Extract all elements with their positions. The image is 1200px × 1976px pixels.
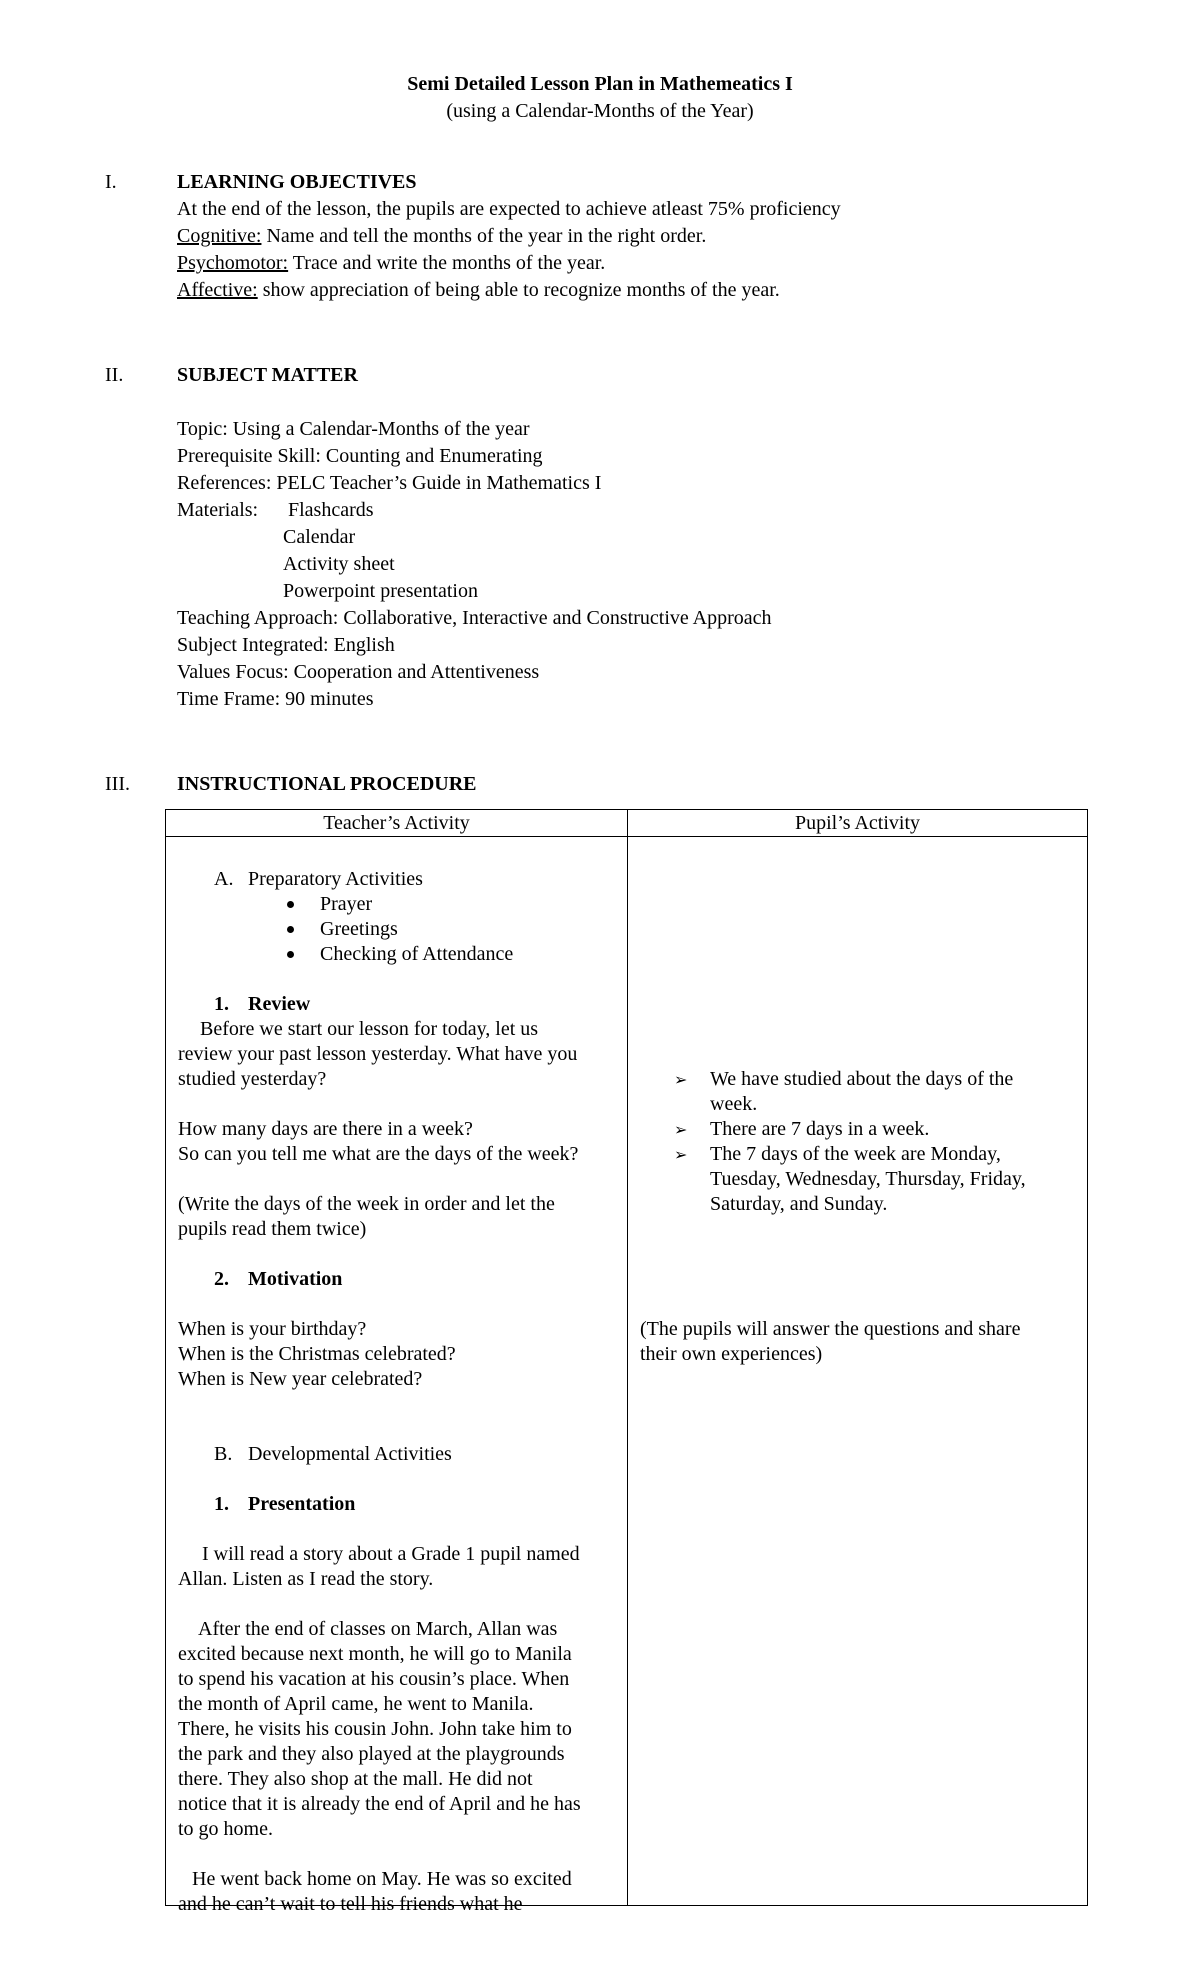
story-line: There, he visits his cousin John. John take him to	[178, 1718, 572, 1740]
review-question: So can you tell me what are the days of the week?	[178, 1143, 579, 1165]
subject-topic: Topic: Using a Calendar-Months of the year	[177, 418, 530, 440]
subject-materials-label: Materials:	[177, 499, 259, 521]
story-line: He went back home on May. He was so excited	[192, 1868, 572, 1890]
section-b-label: B.	[214, 1443, 233, 1465]
pupil-answer: week.	[710, 1093, 758, 1115]
story-line: excited because next month, he will go to Manila	[178, 1643, 572, 1665]
motivation-title: Motivation	[248, 1268, 343, 1290]
pupil-answer: Tuesday, Wednesday, Thursday, Friday,	[710, 1168, 1026, 1190]
material-item: Flashcards	[288, 499, 374, 521]
motivation-number: 2.	[214, 1268, 229, 1290]
story-line: and he can’t wait to tell his friends what he	[178, 1893, 523, 1915]
subject-references: References: PELC Teacher’s Guide in Mathematics I	[177, 472, 602, 494]
subject-integrated: Subject Integrated: English	[177, 634, 395, 656]
objective-label: Psychomotor:	[177, 252, 289, 274]
section-a-title: Preparatory Activities	[248, 868, 423, 890]
page-title: Semi Detailed Lesson Plan in Mathemeatics I	[407, 73, 793, 95]
bullet-item: Checking of Attendance	[320, 943, 514, 965]
review-line: review your past lesson yesterday. What have you	[178, 1043, 578, 1065]
objective-text: show appreciation of being able to recognize months of the year.	[257, 279, 780, 301]
objective-affective	[177, 277, 780, 303]
review-line: studied yesterday?	[178, 1068, 327, 1090]
presentation-line: I will read a story about a Grade 1 pupil named	[202, 1543, 580, 1565]
bullet-item: Greetings	[320, 918, 398, 940]
arrow-bullet-icon: ➢	[674, 1070, 688, 1089]
subject-approach: Teaching Approach: Collaborative, Interactive and Constructive Approach	[177, 607, 772, 629]
procedure-table	[165, 809, 1088, 1915]
story-line: the park and they also played at the playgrounds	[178, 1743, 565, 1765]
presentation-number: 1.	[214, 1493, 229, 1515]
subject-values: Values Focus: Cooperation and Attentiveness	[177, 661, 540, 683]
story-line: to go home.	[178, 1818, 273, 1840]
subject-prereq: Prerequisite Skill: Counting and Enumerating	[177, 445, 543, 467]
pupil-answer: We have studied about the days of the	[710, 1068, 1014, 1090]
presentation-title: Presentation	[248, 1493, 356, 1515]
objective-label: Affective:	[177, 279, 258, 301]
arrow-bullet-icon: ➢	[674, 1145, 688, 1164]
bullet-item: Prayer	[320, 893, 373, 915]
subject-numeral: II.	[105, 364, 124, 386]
pupil-activity-cell	[628, 837, 1088, 1906]
subject-heading: SUBJECT MATTER	[177, 364, 358, 386]
arrow-bullet-icon: ➢	[674, 1120, 688, 1139]
story-line: notice that it is already the end of April and he has	[178, 1793, 581, 1815]
review-line: Before we start our lesson for today, let us	[200, 1018, 539, 1040]
objectives-intro: At the end of the lesson, the pupils are expected to achieve atleast 75% proficiency	[177, 198, 841, 220]
teacher-column-header: Teacher’s Activity	[166, 810, 628, 837]
pupil-answer: The 7 days of the week are Monday,	[710, 1143, 1001, 1165]
subject-time: Time Frame: 90 minutes	[177, 688, 374, 710]
procedure-numeral: III.	[105, 773, 130, 795]
objective-text: Trace and write the months of the year.	[288, 252, 606, 274]
objectives-heading: LEARNING OBJECTIVES	[177, 171, 417, 193]
objective-cognitive	[177, 223, 706, 249]
review-title: Review	[248, 993, 311, 1015]
motivation-question: When is New year celebrated?	[178, 1368, 423, 1390]
pupil-motivation: (The pupils will answer the questions and share	[640, 1318, 1021, 1340]
objective-psychomotor	[177, 250, 605, 276]
pupil-answer: There are 7 days in a week.	[710, 1118, 930, 1140]
review-note: pupils read them twice)	[178, 1218, 367, 1240]
section-a-label: A.	[214, 868, 234, 890]
pupil-column-header: Pupil’s Activity	[628, 810, 1088, 837]
teacher-activity-cell	[166, 837, 628, 1915]
objective-text: Name and tell the months of the year in the right order.	[261, 225, 707, 247]
pupil-answer: Saturday, and Sunday.	[710, 1193, 888, 1215]
pupil-motivation: their own experiences)	[640, 1343, 823, 1365]
story-line: to spend his vacation at his cousin’s place. When	[178, 1668, 570, 1690]
review-note: (Write the days of the week in order and let the	[178, 1193, 555, 1215]
bullet-icon	[287, 926, 294, 933]
procedure-heading: INSTRUCTIONAL PROCEDURE	[177, 773, 477, 795]
objectives-numeral: I.	[105, 171, 117, 193]
page-subtitle: (using a Calendar-Months of the Year)	[446, 100, 754, 122]
objective-label: Cognitive:	[177, 225, 262, 247]
presentation-line: Allan. Listen as I read the story.	[178, 1568, 434, 1590]
bullet-icon	[287, 951, 294, 958]
material-item: Activity sheet	[283, 553, 395, 575]
material-item: Calendar	[283, 526, 356, 548]
bullet-icon	[287, 901, 294, 908]
motivation-question: When is the Christmas celebrated?	[178, 1343, 456, 1365]
story-line: there. They also shop at the mall. He did not	[178, 1768, 533, 1790]
section-b-title: Developmental Activities	[248, 1443, 452, 1465]
review-number: 1.	[214, 993, 229, 1015]
motivation-question: When is your birthday?	[178, 1318, 367, 1340]
story-line: the month of April came, he went to Manila.	[178, 1693, 534, 1715]
material-item: Powerpoint presentation	[283, 580, 478, 602]
review-question: How many days are there in a week?	[178, 1118, 473, 1140]
story-line: After the end of classes on March, Allan was	[198, 1618, 558, 1640]
